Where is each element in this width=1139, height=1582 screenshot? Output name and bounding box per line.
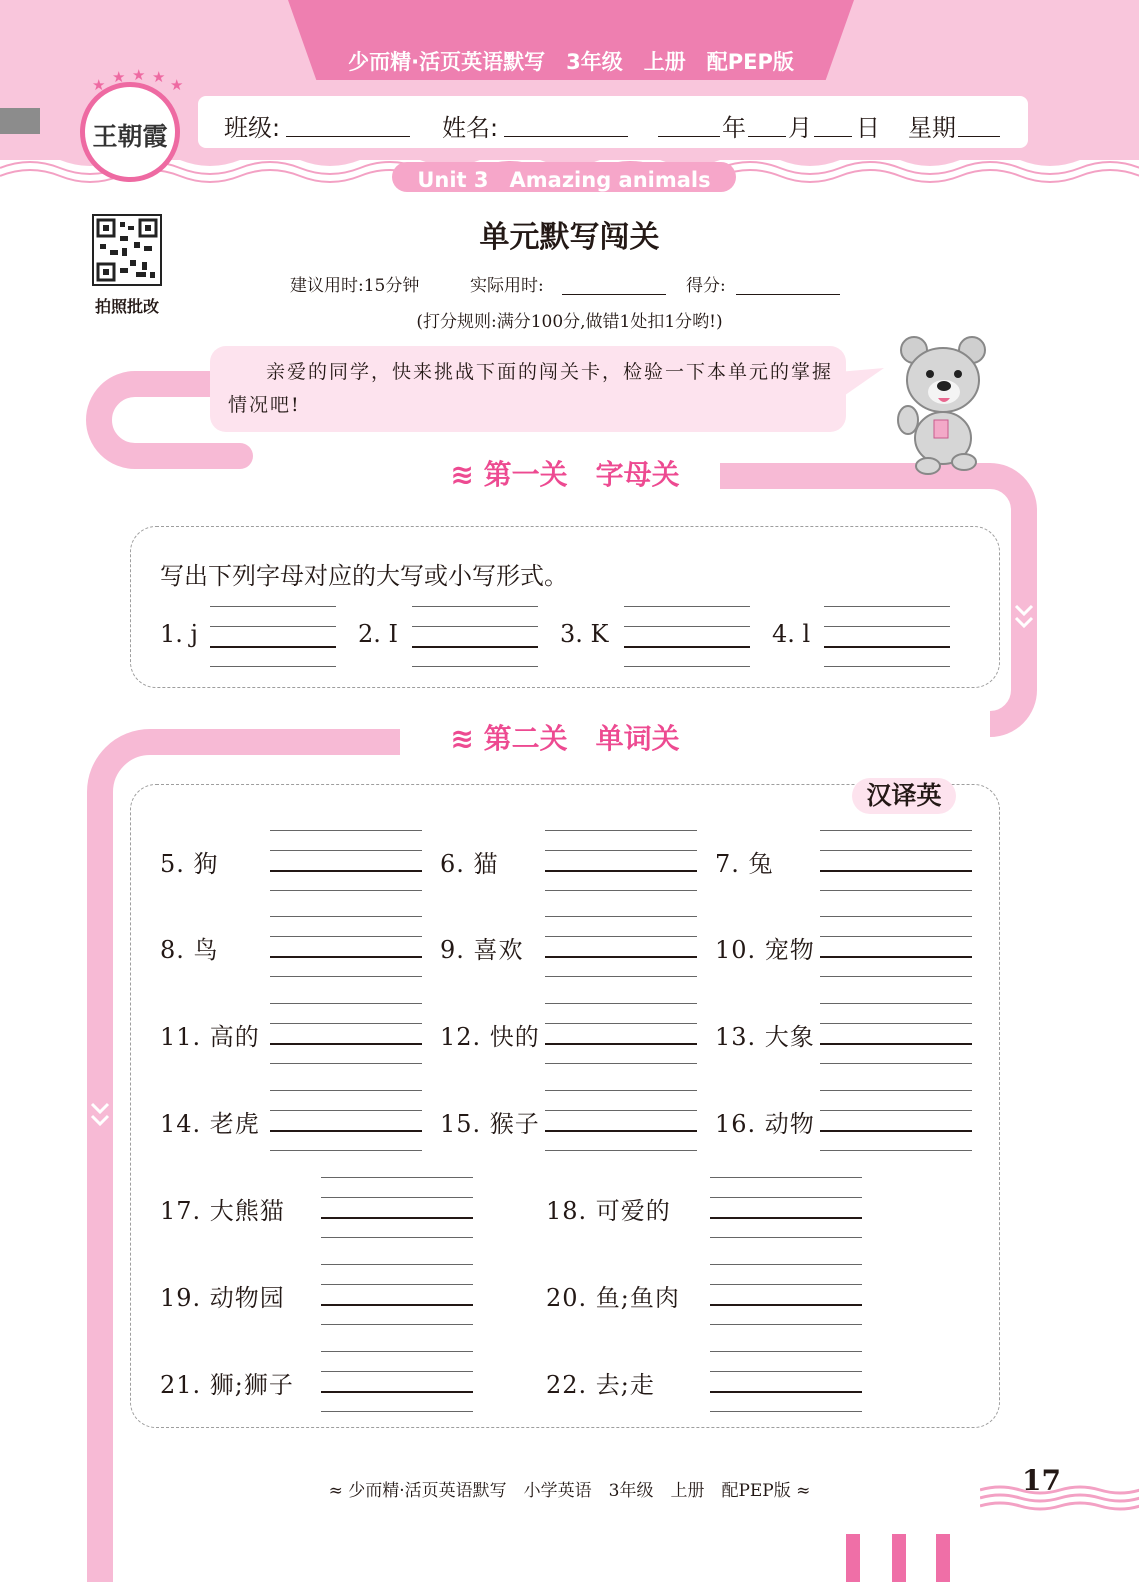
day-label: 日	[856, 114, 880, 142]
actual-time-label: 实际用时:	[470, 276, 544, 296]
word-question: 7. 兔	[715, 850, 774, 878]
word-question: 10. 宠物	[715, 936, 815, 964]
weekday-label: 星期	[908, 114, 956, 142]
month-label: 月	[788, 114, 812, 142]
word-question: 13. 大象	[715, 1023, 815, 1051]
letter-question: 2. I	[358, 620, 399, 648]
section1-title: 第一关 字母关	[483, 458, 680, 491]
word-question: 20. 鱼;鱼肉	[546, 1284, 680, 1312]
word-question: 22. 去;走	[546, 1371, 655, 1399]
word-question: 17. 大熊猫	[160, 1197, 285, 1225]
letter-question: 1. j	[160, 620, 198, 648]
word-question: 8. 鸟	[160, 936, 219, 964]
score-label: 得分:	[686, 276, 726, 296]
bubble-tail	[838, 366, 888, 406]
word-question: 15. 猴子	[440, 1110, 540, 1138]
word-question: 21. 狮;狮子	[160, 1371, 294, 1399]
word-question: 5. 狗	[160, 850, 219, 878]
footer-text: ≈ 少而精·活页英语默写 小学英语 3年级 上册 配PEP版 ≈	[328, 1481, 811, 1501]
intro-text: 亲爱的同学，快来挑战下面的闯关卡，检验一下本单元的掌握情况吧!	[228, 361, 834, 416]
class-label: 班级:	[224, 114, 281, 142]
section1-box	[130, 526, 1000, 688]
star-icon: ★	[170, 76, 184, 94]
qr-caption: 拍照批改	[94, 297, 159, 316]
bear-mascot-icon	[888, 328, 998, 478]
edge-bar	[846, 1534, 860, 1582]
page-title: 单元默写闯关	[479, 220, 660, 255]
section2-banner	[410, 712, 720, 766]
word-question: 16. 动物	[715, 1110, 815, 1138]
word-question: 12. 快的	[440, 1023, 540, 1051]
section1-instruction: 写出下列字母对应的大写或小写形式。	[160, 562, 568, 590]
year-label: 年	[722, 114, 746, 142]
wave-icon: ≋	[450, 722, 474, 755]
word-question: 18. 可爱的	[546, 1197, 671, 1225]
page-number: 17	[1022, 1464, 1061, 1497]
translate-tag: 汉译英	[852, 778, 956, 814]
star-icon: ★	[92, 76, 106, 94]
star-icon: ★	[152, 68, 166, 86]
edge-bar	[936, 1534, 950, 1582]
star-icon: ★	[112, 68, 126, 86]
section1-banner	[410, 448, 720, 502]
wave-icon: ≋	[450, 458, 474, 491]
suggested-time: 建议用时:15分钟	[290, 276, 420, 296]
unit-title: Unit 3 Amazing animals	[417, 168, 711, 192]
letter-question: 4. l	[772, 620, 811, 648]
word-question: 14. 老虎	[160, 1110, 260, 1138]
word-question: 11. 高的	[160, 1023, 260, 1051]
section2-title: 第二关 单词关	[483, 722, 680, 755]
scoring-rule: (打分规则:满分100分,做错1处扣1分哟!)	[416, 312, 723, 332]
section2-box	[130, 784, 1000, 1428]
logo-text: 王朝霞	[92, 122, 168, 151]
word-question: 9. 喜欢	[440, 936, 524, 964]
star-icon: ★	[132, 66, 146, 84]
letter-question: 3. K	[560, 620, 609, 648]
edge-bar	[892, 1534, 906, 1582]
word-question: 19. 动物园	[160, 1284, 285, 1312]
word-question: 6. 猫	[440, 850, 499, 878]
name-label: 姓名:	[442, 114, 499, 142]
series-title: 少而精·活页英语默写 3年级 上册 配PEP版	[348, 50, 794, 74]
